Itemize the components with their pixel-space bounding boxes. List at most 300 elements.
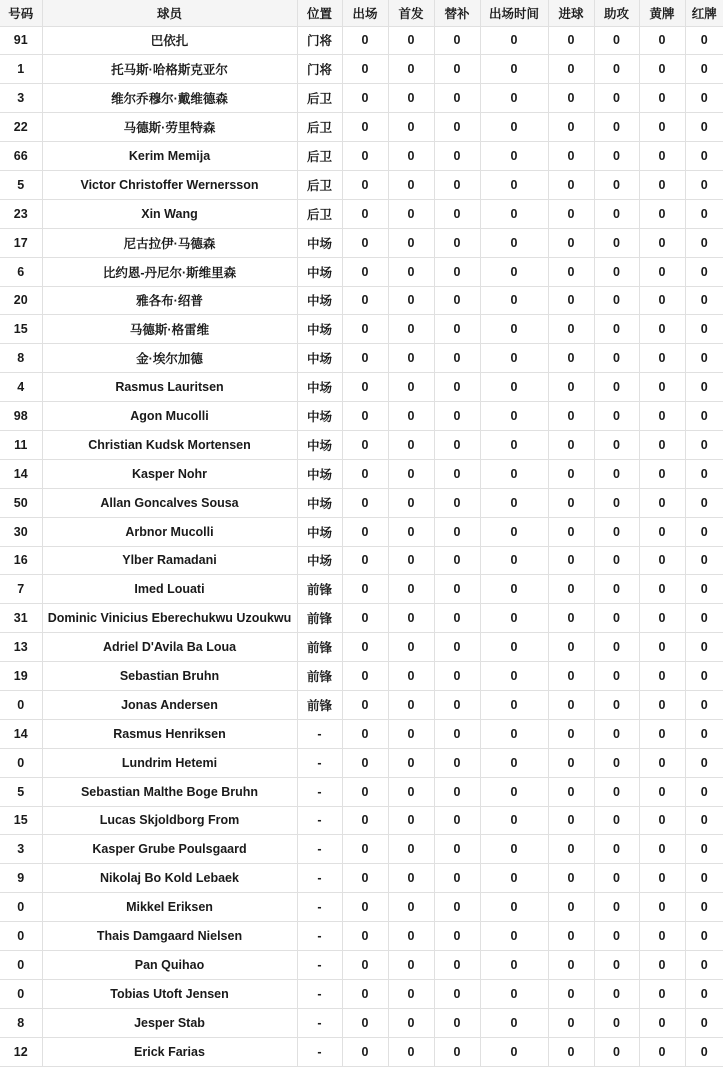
cell-player: Nikolaj Bo Kold Lebaek (42, 864, 297, 893)
cell-number: 3 (0, 84, 42, 113)
cell-yellow: 0 (639, 517, 685, 546)
cell-yellow: 0 (639, 575, 685, 604)
cell-yellow: 0 (639, 604, 685, 633)
cell-position: - (297, 1037, 342, 1066)
cell-starts: 0 (388, 604, 434, 633)
cell-position: 中场 (297, 344, 342, 373)
cell-apps: 0 (342, 662, 388, 691)
cell-assists: 0 (594, 1037, 639, 1066)
cell-red: 0 (685, 113, 723, 142)
table-row (0, 719, 723, 748)
cell-number: 0 (0, 893, 42, 922)
cell-goals: 0 (548, 170, 594, 199)
cell-minutes: 0 (480, 488, 548, 517)
cell-sub: 0 (434, 430, 480, 459)
table-row (0, 459, 723, 488)
cell-number: 11 (0, 430, 42, 459)
cell-number: 17 (0, 228, 42, 257)
cell-goals: 0 (548, 719, 594, 748)
cell-starts: 0 (388, 806, 434, 835)
cell-assists: 0 (594, 719, 639, 748)
cell-player: Erick Farias (42, 1037, 297, 1066)
cell-apps: 0 (342, 806, 388, 835)
cell-starts: 0 (388, 951, 434, 980)
cell-position: 中场 (297, 373, 342, 402)
cell-minutes: 0 (480, 1008, 548, 1037)
cell-red: 0 (685, 835, 723, 864)
cell-red: 0 (685, 55, 723, 84)
cell-yellow: 0 (639, 430, 685, 459)
cell-yellow: 0 (639, 344, 685, 373)
cell-sub: 0 (434, 373, 480, 402)
cell-apps: 0 (342, 864, 388, 893)
header-cell-yellow: 黄牌 (639, 0, 685, 26)
cell-yellow: 0 (639, 922, 685, 951)
header-cell-apps: 出场 (342, 0, 388, 26)
cell-starts: 0 (388, 402, 434, 431)
cell-player: Dominic Vinicius Eberechukwu Uzoukwu (42, 604, 297, 633)
cell-red: 0 (685, 806, 723, 835)
cell-red: 0 (685, 662, 723, 691)
header-cell-goals: 进球 (548, 0, 594, 26)
cell-red: 0 (685, 951, 723, 980)
cell-number: 3 (0, 835, 42, 864)
cell-player: Kasper Grube Poulsgaard (42, 835, 297, 864)
table-row (0, 113, 723, 142)
cell-minutes: 0 (480, 777, 548, 806)
cell-position: 中场 (297, 517, 342, 546)
cell-starts: 0 (388, 26, 434, 55)
cell-sub: 0 (434, 633, 480, 662)
cell-starts: 0 (388, 1037, 434, 1066)
cell-goals: 0 (548, 604, 594, 633)
cell-assists: 0 (594, 55, 639, 84)
cell-red: 0 (685, 1037, 723, 1066)
cell-red: 0 (685, 286, 723, 315)
cell-red: 0 (685, 142, 723, 171)
cell-assists: 0 (594, 864, 639, 893)
cell-minutes: 0 (480, 344, 548, 373)
cell-sub: 0 (434, 84, 480, 113)
cell-goals: 0 (548, 690, 594, 719)
cell-apps: 0 (342, 922, 388, 951)
cell-minutes: 0 (480, 835, 548, 864)
cell-goals: 0 (548, 373, 594, 402)
cell-minutes: 0 (480, 575, 548, 604)
cell-sub: 0 (434, 806, 480, 835)
cell-red: 0 (685, 84, 723, 113)
cell-assists: 0 (594, 806, 639, 835)
cell-yellow: 0 (639, 257, 685, 286)
cell-sub: 0 (434, 1037, 480, 1066)
cell-yellow: 0 (639, 142, 685, 171)
cell-position: - (297, 777, 342, 806)
cell-apps: 0 (342, 55, 388, 84)
cell-assists: 0 (594, 922, 639, 951)
header-cell-minutes: 出场时间 (480, 0, 548, 26)
cell-goals: 0 (548, 1037, 594, 1066)
cell-number: 8 (0, 344, 42, 373)
cell-goals: 0 (548, 517, 594, 546)
cell-goals: 0 (548, 633, 594, 662)
cell-red: 0 (685, 748, 723, 777)
cell-minutes: 0 (480, 806, 548, 835)
table-row (0, 633, 723, 662)
cell-red: 0 (685, 344, 723, 373)
cell-minutes: 0 (480, 893, 548, 922)
cell-player: Lundrim Hetemi (42, 748, 297, 777)
cell-minutes: 0 (480, 1037, 548, 1066)
cell-sub: 0 (434, 604, 480, 633)
cell-apps: 0 (342, 430, 388, 459)
cell-yellow: 0 (639, 315, 685, 344)
cell-goals: 0 (548, 979, 594, 1008)
cell-goals: 0 (548, 951, 594, 980)
cell-sub: 0 (434, 142, 480, 171)
cell-minutes: 0 (480, 546, 548, 575)
header-cell-position: 位置 (297, 0, 342, 26)
cell-red: 0 (685, 228, 723, 257)
cell-goals: 0 (548, 893, 594, 922)
cell-starts: 0 (388, 170, 434, 199)
cell-minutes: 0 (480, 55, 548, 84)
cell-position: 中场 (297, 546, 342, 575)
cell-starts: 0 (388, 922, 434, 951)
cell-starts: 0 (388, 142, 434, 171)
cell-position: - (297, 748, 342, 777)
table-row (0, 604, 723, 633)
cell-position: - (297, 835, 342, 864)
cell-red: 0 (685, 575, 723, 604)
cell-player: Rasmus Lauritsen (42, 373, 297, 402)
cell-goals: 0 (548, 344, 594, 373)
table-row (0, 979, 723, 1008)
table-row (0, 257, 723, 286)
cell-yellow: 0 (639, 26, 685, 55)
cell-goals: 0 (548, 546, 594, 575)
cell-position: 前锋 (297, 662, 342, 691)
cell-apps: 0 (342, 575, 388, 604)
cell-position: - (297, 951, 342, 980)
cell-number: 14 (0, 719, 42, 748)
cell-number: 5 (0, 777, 42, 806)
cell-assists: 0 (594, 402, 639, 431)
cell-player: 马德斯·格雷维 (42, 315, 297, 344)
table-row (0, 402, 723, 431)
table-row (0, 170, 723, 199)
cell-position: 后卫 (297, 199, 342, 228)
table-row (0, 575, 723, 604)
cell-apps: 0 (342, 257, 388, 286)
cell-player: Christian Kudsk Mortensen (42, 430, 297, 459)
cell-yellow: 0 (639, 893, 685, 922)
cell-starts: 0 (388, 488, 434, 517)
cell-player: 金·埃尔加德 (42, 344, 297, 373)
cell-red: 0 (685, 517, 723, 546)
cell-sub: 0 (434, 228, 480, 257)
cell-position: 前锋 (297, 575, 342, 604)
table-row (0, 55, 723, 84)
cell-position: - (297, 1008, 342, 1037)
cell-minutes: 0 (480, 199, 548, 228)
cell-goals: 0 (548, 777, 594, 806)
cell-apps: 0 (342, 402, 388, 431)
cell-yellow: 0 (639, 84, 685, 113)
cell-apps: 0 (342, 286, 388, 315)
cell-assists: 0 (594, 517, 639, 546)
cell-minutes: 0 (480, 662, 548, 691)
cell-number: 66 (0, 142, 42, 171)
cell-number: 31 (0, 604, 42, 633)
cell-starts: 0 (388, 257, 434, 286)
cell-yellow: 0 (639, 402, 685, 431)
cell-number: 91 (0, 26, 42, 55)
cell-minutes: 0 (480, 633, 548, 662)
cell-position: - (297, 893, 342, 922)
cell-apps: 0 (342, 373, 388, 402)
cell-yellow: 0 (639, 979, 685, 1008)
table-row (0, 864, 723, 893)
cell-assists: 0 (594, 546, 639, 575)
cell-apps: 0 (342, 84, 388, 113)
cell-minutes: 0 (480, 951, 548, 980)
cell-number: 16 (0, 546, 42, 575)
cell-player: Mikkel Eriksen (42, 893, 297, 922)
cell-sub: 0 (434, 922, 480, 951)
cell-minutes: 0 (480, 142, 548, 171)
table-row (0, 546, 723, 575)
cell-minutes: 0 (480, 604, 548, 633)
cell-apps: 0 (342, 1008, 388, 1037)
cell-goals: 0 (548, 806, 594, 835)
cell-minutes: 0 (480, 430, 548, 459)
cell-goals: 0 (548, 113, 594, 142)
cell-starts: 0 (388, 113, 434, 142)
table-row (0, 488, 723, 517)
cell-position: 门将 (297, 55, 342, 84)
cell-player: Sebastian Malthe Boge Bruhn (42, 777, 297, 806)
cell-player: 维尔乔穆尔·戴维德森 (42, 84, 297, 113)
cell-number: 98 (0, 402, 42, 431)
header-cell-player: 球员 (42, 0, 297, 26)
cell-apps: 0 (342, 315, 388, 344)
cell-red: 0 (685, 402, 723, 431)
cell-red: 0 (685, 199, 723, 228)
cell-yellow: 0 (639, 951, 685, 980)
cell-yellow: 0 (639, 1037, 685, 1066)
cell-minutes: 0 (480, 517, 548, 546)
cell-assists: 0 (594, 459, 639, 488)
cell-sub: 0 (434, 55, 480, 84)
cell-position: 后卫 (297, 113, 342, 142)
cell-apps: 0 (342, 26, 388, 55)
cell-apps: 0 (342, 633, 388, 662)
cell-minutes: 0 (480, 922, 548, 951)
cell-red: 0 (685, 690, 723, 719)
cell-position: 中场 (297, 257, 342, 286)
cell-player: 巴依扎 (42, 26, 297, 55)
cell-number: 0 (0, 922, 42, 951)
cell-position: - (297, 864, 342, 893)
table-row (0, 286, 723, 315)
cell-apps: 0 (342, 1037, 388, 1066)
cell-assists: 0 (594, 1008, 639, 1037)
cell-red: 0 (685, 430, 723, 459)
cell-yellow: 0 (639, 777, 685, 806)
table-row (0, 517, 723, 546)
cell-red: 0 (685, 459, 723, 488)
cell-number: 4 (0, 373, 42, 402)
cell-player: 比约恩-丹尼尔·斯维里森 (42, 257, 297, 286)
cell-number: 1 (0, 55, 42, 84)
cell-position: 中场 (297, 286, 342, 315)
cell-sub: 0 (434, 575, 480, 604)
cell-starts: 0 (388, 662, 434, 691)
cell-position: - (297, 806, 342, 835)
cell-apps: 0 (342, 228, 388, 257)
cell-yellow: 0 (639, 835, 685, 864)
table-row (0, 1037, 723, 1066)
cell-player: 雅各布·绍普 (42, 286, 297, 315)
cell-yellow: 0 (639, 55, 685, 84)
cell-assists: 0 (594, 26, 639, 55)
cell-player: Kasper Nohr (42, 459, 297, 488)
cell-sub: 0 (434, 517, 480, 546)
cell-sub: 0 (434, 777, 480, 806)
cell-starts: 0 (388, 344, 434, 373)
cell-player: Thais Damgaard Nielsen (42, 922, 297, 951)
cell-starts: 0 (388, 199, 434, 228)
cell-minutes: 0 (480, 170, 548, 199)
cell-yellow: 0 (639, 113, 685, 142)
header-cell-red: 红牌 (685, 0, 723, 26)
cell-yellow: 0 (639, 633, 685, 662)
cell-assists: 0 (594, 835, 639, 864)
cell-yellow: 0 (639, 286, 685, 315)
cell-starts: 0 (388, 459, 434, 488)
cell-starts: 0 (388, 864, 434, 893)
cell-number: 15 (0, 806, 42, 835)
cell-apps: 0 (342, 719, 388, 748)
cell-sub: 0 (434, 488, 480, 517)
cell-number: 9 (0, 864, 42, 893)
cell-red: 0 (685, 170, 723, 199)
cell-minutes: 0 (480, 26, 548, 55)
cell-number: 0 (0, 748, 42, 777)
cell-assists: 0 (594, 344, 639, 373)
cell-apps: 0 (342, 979, 388, 1008)
table-row (0, 373, 723, 402)
cell-goals: 0 (548, 402, 594, 431)
cell-red: 0 (685, 893, 723, 922)
table-row (0, 748, 723, 777)
cell-red: 0 (685, 979, 723, 1008)
cell-assists: 0 (594, 373, 639, 402)
cell-number: 23 (0, 199, 42, 228)
cell-number: 50 (0, 488, 42, 517)
cell-yellow: 0 (639, 459, 685, 488)
cell-assists: 0 (594, 199, 639, 228)
cell-goals: 0 (548, 142, 594, 171)
cell-starts: 0 (388, 719, 434, 748)
table-row (0, 777, 723, 806)
cell-yellow: 0 (639, 864, 685, 893)
cell-apps: 0 (342, 459, 388, 488)
cell-goals: 0 (548, 430, 594, 459)
cell-starts: 0 (388, 546, 434, 575)
cell-starts: 0 (388, 633, 434, 662)
cell-goals: 0 (548, 228, 594, 257)
cell-apps: 0 (342, 142, 388, 171)
cell-assists: 0 (594, 228, 639, 257)
cell-yellow: 0 (639, 1008, 685, 1037)
cell-number: 13 (0, 633, 42, 662)
cell-assists: 0 (594, 142, 639, 171)
cell-number: 0 (0, 690, 42, 719)
cell-yellow: 0 (639, 662, 685, 691)
cell-position: 中场 (297, 315, 342, 344)
cell-position: 门将 (297, 26, 342, 55)
cell-assists: 0 (594, 690, 639, 719)
cell-sub: 0 (434, 979, 480, 1008)
cell-starts: 0 (388, 777, 434, 806)
cell-player: Sebastian Bruhn (42, 662, 297, 691)
cell-red: 0 (685, 546, 723, 575)
cell-goals: 0 (548, 459, 594, 488)
cell-apps: 0 (342, 835, 388, 864)
cell-apps: 0 (342, 777, 388, 806)
cell-assists: 0 (594, 893, 639, 922)
header-cell-starts: 首发 (388, 0, 434, 26)
cell-yellow: 0 (639, 748, 685, 777)
cell-starts: 0 (388, 979, 434, 1008)
table-row (0, 430, 723, 459)
cell-position: 后卫 (297, 170, 342, 199)
cell-apps: 0 (342, 604, 388, 633)
cell-assists: 0 (594, 430, 639, 459)
cell-player: Pan Quihao (42, 951, 297, 980)
cell-starts: 0 (388, 690, 434, 719)
cell-goals: 0 (548, 662, 594, 691)
cell-sub: 0 (434, 1008, 480, 1037)
cell-goals: 0 (548, 748, 594, 777)
cell-minutes: 0 (480, 84, 548, 113)
cell-assists: 0 (594, 604, 639, 633)
cell-player: Adriel D'Avila Ba Loua (42, 633, 297, 662)
cell-apps: 0 (342, 170, 388, 199)
cell-starts: 0 (388, 835, 434, 864)
cell-sub: 0 (434, 835, 480, 864)
cell-goals: 0 (548, 922, 594, 951)
cell-sub: 0 (434, 286, 480, 315)
cell-red: 0 (685, 777, 723, 806)
cell-number: 19 (0, 662, 42, 691)
cell-starts: 0 (388, 575, 434, 604)
cell-minutes: 0 (480, 373, 548, 402)
table-row (0, 228, 723, 257)
cell-player: Victor Christoffer Wernersson (42, 170, 297, 199)
cell-minutes: 0 (480, 748, 548, 777)
cell-number: 12 (0, 1037, 42, 1066)
cell-yellow: 0 (639, 488, 685, 517)
cell-assists: 0 (594, 979, 639, 1008)
cell-apps: 0 (342, 951, 388, 980)
cell-goals: 0 (548, 199, 594, 228)
cell-player: Xin Wang (42, 199, 297, 228)
cell-player: 尼古拉伊·马德森 (42, 228, 297, 257)
cell-yellow: 0 (639, 373, 685, 402)
cell-yellow: 0 (639, 719, 685, 748)
